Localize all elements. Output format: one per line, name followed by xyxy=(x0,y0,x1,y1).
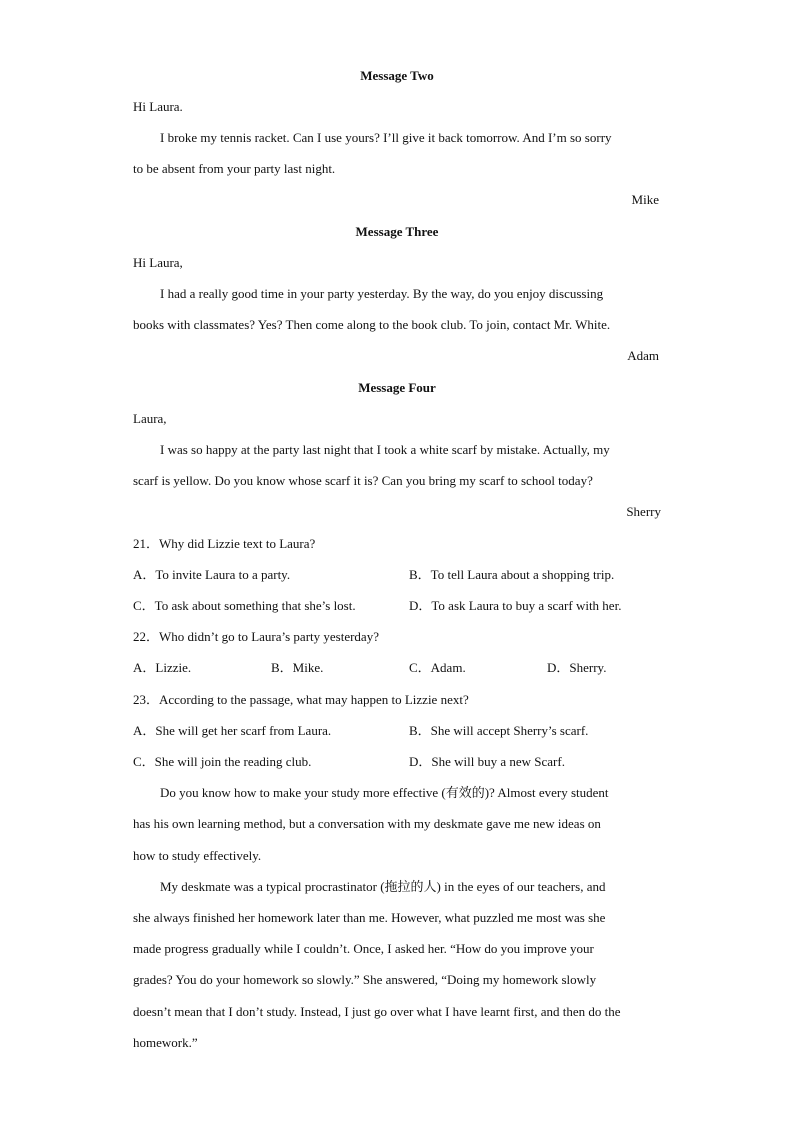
question-22-option-c: C．Adam. xyxy=(409,660,466,675)
passage-line: how to study effectively. xyxy=(133,848,262,863)
passage-line: grades? You do your homework so slowly.” She answered, “Doing my homework slowly xyxy=(133,972,597,987)
message-two-line: to be absent from your party last night. xyxy=(133,161,336,176)
passage-line: homework.” xyxy=(133,1035,198,1050)
question-23-option-a: A．She will get her scarf from Laura. xyxy=(133,723,332,738)
passage-line: has his own learning method, but a conversation with my deskmate gave me new ideas on xyxy=(133,816,601,831)
message-four-line: scarf is yellow. Do you know whose scarf it is? Can you bring my scarf to school today? xyxy=(133,473,593,488)
message-four-title: Message Four xyxy=(358,380,436,395)
question-23-option-d: D．She will buy a new Scarf. xyxy=(409,754,565,769)
passage-line: My deskmate was a typical procrastinator (拖拉的人) in the eyes of our teachers, and xyxy=(160,879,606,894)
passage-line: made progress gradually while I couldn’t. Once, I asked her. “How do you improve your xyxy=(133,941,594,956)
message-three-greeting: Hi Laura, xyxy=(133,255,183,270)
question-22-stem: 22．Who didn’t go to Laura’s party yesterday? xyxy=(133,629,379,644)
question-21-option-c: C．To ask about something that she’s lost. xyxy=(133,598,356,613)
question-21-option-d: D．To ask Laura to buy a scarf with her. xyxy=(409,598,622,613)
message-four-signature: Sherry xyxy=(626,504,661,519)
message-three-line: I had a really good time in your party yesterday. By the way, do you enjoy discussing xyxy=(160,286,604,301)
message-three-title: Message Three xyxy=(355,224,439,239)
question-21-stem: 21．Why did Lizzie text to Laura? xyxy=(133,536,316,551)
question-23-option-b: B．She will accept Sherry’s scarf. xyxy=(409,723,589,738)
question-23-stem: 23．According to the passage, what may happen to Lizzie next? xyxy=(133,692,469,707)
passage-line: she always finished her homework later than me. However, what puzzled me most was she xyxy=(133,910,606,925)
question-23-option-c: C．She will join the reading club. xyxy=(133,754,312,769)
message-four-line: I was so happy at the party last night that I took a white scarf by mistake. Actually, my xyxy=(160,442,610,457)
question-21-option-a: A．To invite Laura to a party. xyxy=(133,567,291,582)
message-two-signature: Mike xyxy=(631,192,659,207)
message-two-greeting: Hi Laura. xyxy=(133,99,183,114)
question-22-option-b: B．Mike. xyxy=(271,660,324,675)
message-three-signature: Adam xyxy=(627,348,659,363)
message-four-greeting: Laura, xyxy=(133,411,167,426)
message-three-line: books with classmates? Yes? Then come along to the book club. To join, contact Mr. White. xyxy=(133,317,611,332)
question-22-option-d: D．Sherry. xyxy=(547,660,607,675)
message-two-line: I broke my tennis racket. Can I use yours? I’ll give it back tomorrow. And I’m so sorry xyxy=(160,130,612,145)
passage-line: doesn’t mean that I don’t study. Instead, I just go over what I have learnt first, and then do the xyxy=(133,1004,621,1019)
question-21-option-b: B．To tell Laura about a shopping trip. xyxy=(409,567,615,582)
question-22-option-a: A．Lizzie. xyxy=(133,660,192,675)
passage-line: Do you know how to make your study more effective (有效的)? Almost every student xyxy=(160,785,609,800)
message-two-title: Message Two xyxy=(360,68,434,83)
